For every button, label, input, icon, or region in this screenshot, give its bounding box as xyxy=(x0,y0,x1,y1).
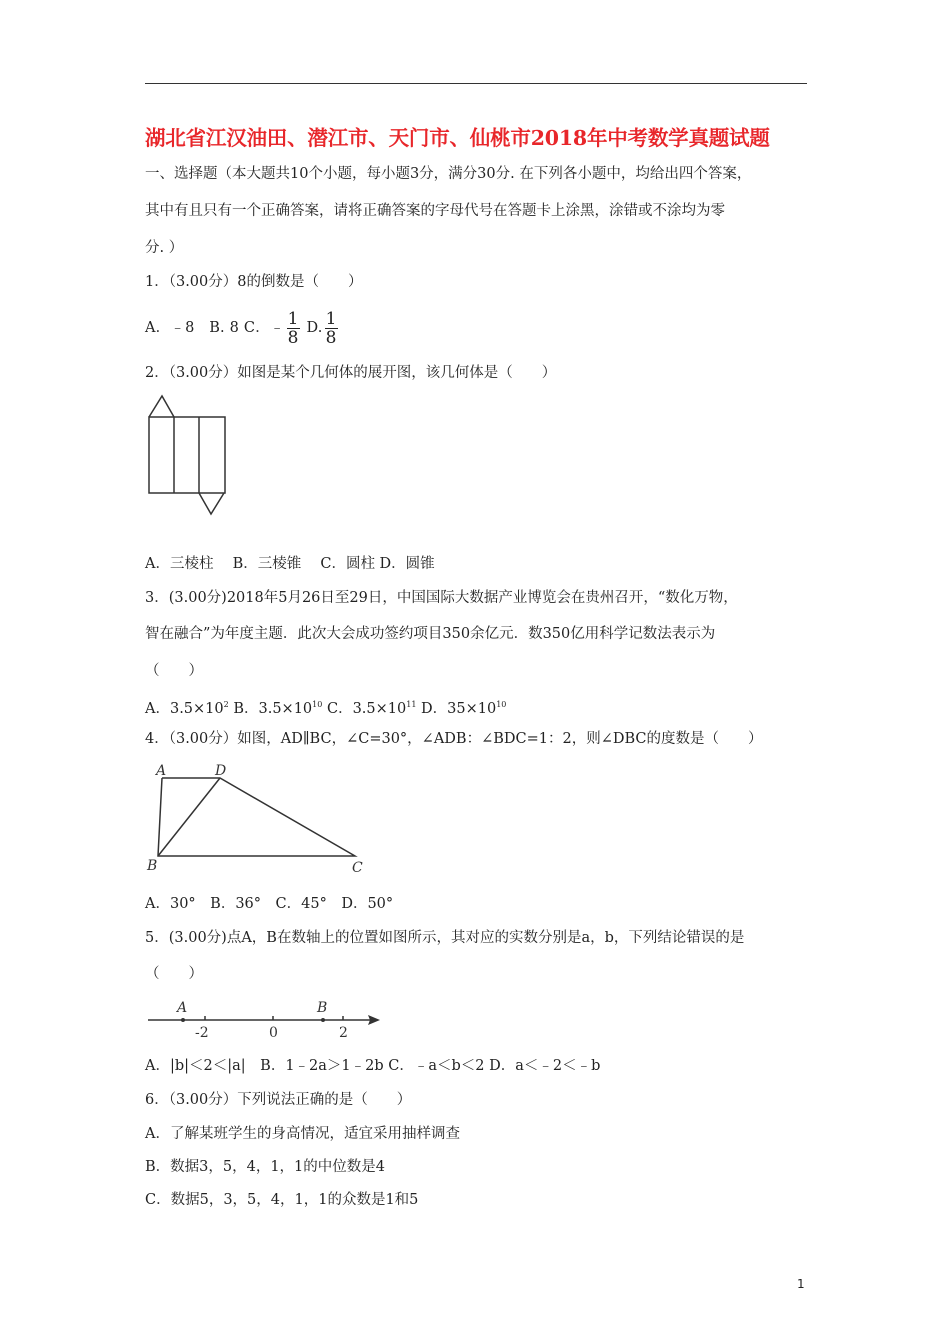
q3-stem-line-3: （ ） xyxy=(145,663,203,679)
q5-point-b xyxy=(321,1018,325,1022)
q3-options xyxy=(145,695,506,719)
q5-stem-line-1: 5．(3.00分)点A，B在数轴上的位置如图所示，其对应的实数分别是a，b，下列结论错误的是 xyxy=(145,930,745,946)
q3-stem-line-1: 3．(3.00分)2018年5月26日至29日，中国国际大数据产业博览会在贵州召开，“数化万物， xyxy=(145,590,738,606)
q1-options xyxy=(145,308,340,348)
q5-tick-label-0: 0 xyxy=(269,1025,278,1041)
q1-frac-d-den: 8 xyxy=(325,327,337,348)
q4-label-c: C xyxy=(352,860,363,876)
header-rule xyxy=(145,83,807,84)
q5-point-a xyxy=(181,1018,185,1022)
q1-options-ab: A．﹣8 B. 8 C．﹣ xyxy=(145,320,285,336)
q4-trapezoid-figure xyxy=(140,758,380,878)
q5-number-line xyxy=(140,996,390,1046)
q5-tick-label-neg2: -2 xyxy=(195,1025,209,1041)
q2-options: A．三棱柱 B．三棱锥 C．圆柱 D．圆锥 xyxy=(145,556,435,572)
q5-label-a: A xyxy=(177,1000,188,1016)
q3-option-a: A．3.5×10 xyxy=(145,701,224,717)
q4-label-d: D xyxy=(215,763,227,779)
q2-net-figure xyxy=(140,392,240,522)
q5-tick-label-2: 2 xyxy=(339,1025,348,1041)
q4-options: A．30° B．36° C．45° D．50° xyxy=(145,896,394,912)
q2-net-rect xyxy=(149,417,225,493)
q6-option-c: C．数据5，3，5，4，1，1的众数是1和5 xyxy=(145,1192,419,1208)
q1-fraction-c xyxy=(287,310,300,347)
q1-fraction-d xyxy=(325,310,338,347)
q4-trapezoid-outline xyxy=(158,778,355,856)
q3-exp-a: 2 xyxy=(223,700,229,709)
q6-option-a: A．了解某班学生的身高情况，适宜采用抽样调查 xyxy=(145,1126,460,1142)
q6-option-b: B．数据3，5，4，1，1的中位数是4 xyxy=(145,1159,386,1175)
q3-stem-line-2: 智在融合”为年度主题．此次大会成功签约项目350余亿元．数350亿用科学记数法表示为 xyxy=(145,626,716,642)
q3-exp-c: 11 xyxy=(406,700,417,709)
q1-frac-c-den: 8 xyxy=(287,327,299,348)
q3-option-c: C．3.5×10 xyxy=(322,701,407,717)
page-title: 湖北省江汉油田、潜江市、天门市、仙桃市2018年中考数学真题试题 xyxy=(145,126,770,150)
q1-stem: 1．（3.00分）8的倒数是（ ） xyxy=(145,274,363,290)
q6-stem: 6．（3.00分）下列说法正确的是（ ） xyxy=(145,1092,412,1108)
q1-frac-d-num: 1 xyxy=(325,308,337,329)
q4-label-b: B xyxy=(147,858,158,874)
section-intro-line-3: 分. ） xyxy=(145,240,184,256)
q3-option-d: D．35×10 xyxy=(416,701,497,717)
q5-options: A．|b|＜2＜|a| B．1﹣2a＞1﹣2b C．﹣a＜b＜2 D．a＜﹣2＜﹣b xyxy=(145,1058,601,1074)
q2-net-bottom-triangle xyxy=(199,493,224,514)
q2-stem: 2．（3.00分）如图是某个几何体的展开图，该几何体是（ ） xyxy=(145,365,557,381)
q4-diagonal-bd xyxy=(158,778,220,856)
q5-stem-line-2: （ ） xyxy=(145,966,203,982)
q1-option-d-prefix: D. xyxy=(301,320,323,336)
q3-exp-d: 10 xyxy=(496,700,507,709)
q4-label-a: A xyxy=(156,763,167,779)
page-number: 1 xyxy=(797,1277,805,1291)
section-intro-line-1: 一、选择题（本大题共10个小题，每小题3分，满分30分. 在下列各小题中，均给出四个答案， xyxy=(145,166,752,182)
q1-frac-c-num: 1 xyxy=(287,308,299,329)
q3-option-b: B．3.5×10 xyxy=(228,701,313,717)
q3-exp-b: 10 xyxy=(312,700,323,709)
q2-net-top-triangle xyxy=(149,396,174,417)
q4-stem: 4．（3.00分）如图，AD∥BC，∠C=30°，∠ADB：∠BDC=1：2，则∠DBC的度数是（ ） xyxy=(145,731,763,747)
section-intro-line-2: 其中有且只有一个正确答案，请将正确答案的字母代号在答题卡上涂黑，涂错或不涂均为零 xyxy=(145,203,725,219)
q5-label-b: B xyxy=(317,1000,328,1016)
